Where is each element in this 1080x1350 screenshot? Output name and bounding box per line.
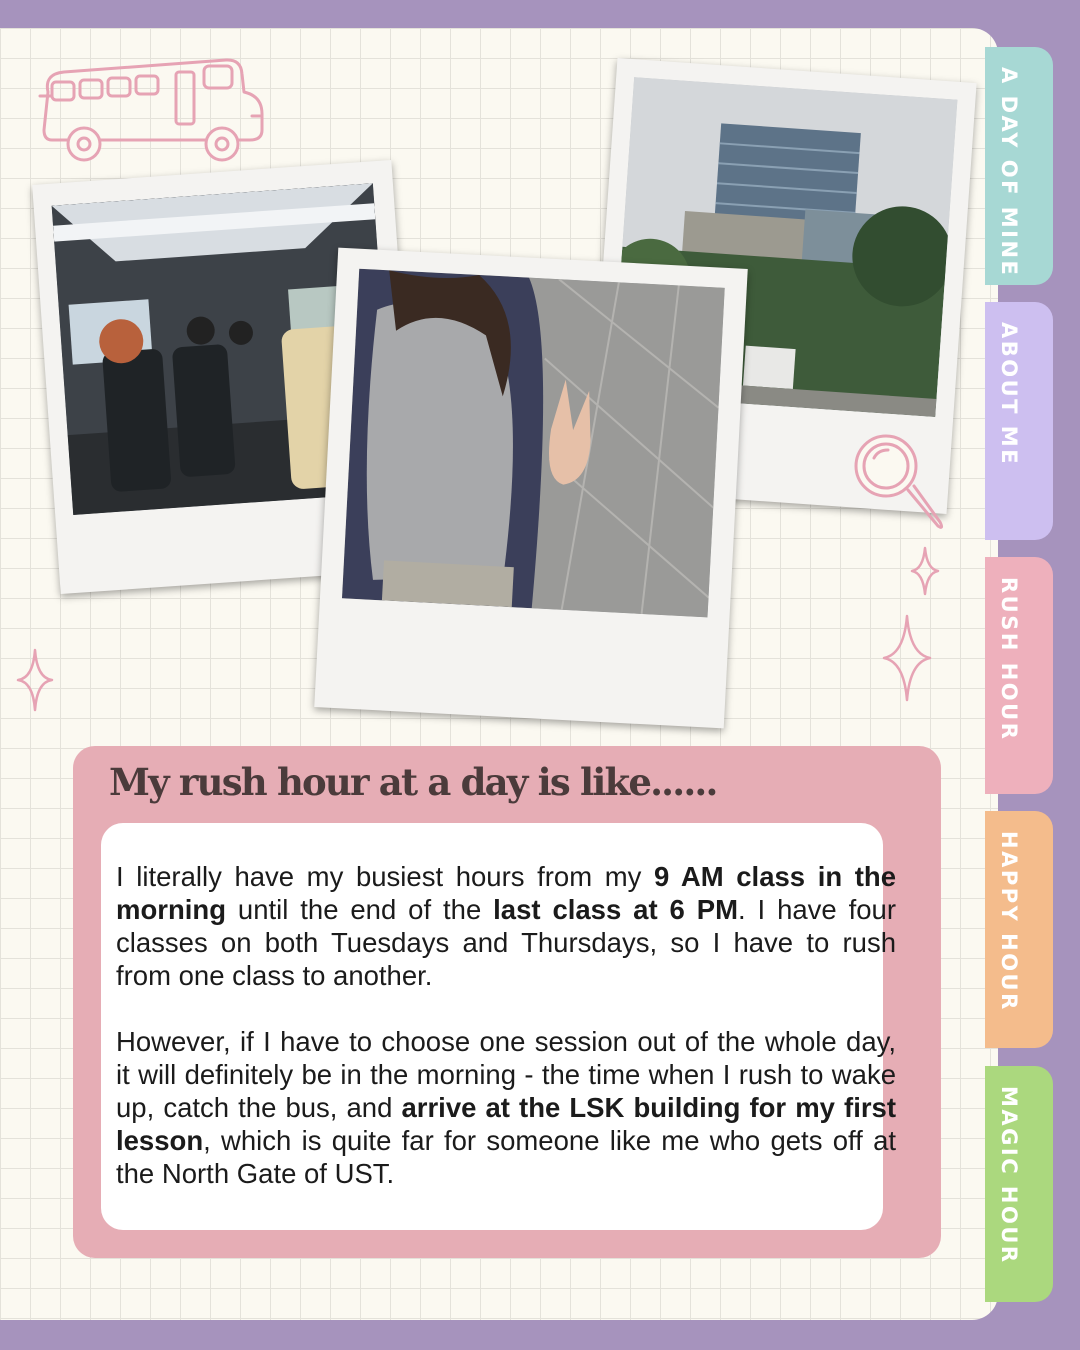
tab-label: HAPPY HOUR: [997, 831, 1021, 1012]
magnifier-icon: [850, 430, 950, 536]
tab-label: RUSH HOUR: [997, 577, 1021, 742]
polaroid-selfie: [314, 248, 748, 729]
bold-run: last class at 6 PM: [493, 894, 738, 925]
tab-happy-hour[interactable]: [985, 811, 1053, 1048]
bus-icon: [36, 52, 268, 170]
text-run: . I have four classes on both Tuesdays and Thursdays, so I have to rush from one class to another.: [116, 894, 896, 991]
text-run: until the end of the: [226, 894, 494, 925]
paragraph-2: [116, 1025, 896, 1190]
tab-rush-hour[interactable]: [985, 557, 1053, 794]
tab-a-day-of-mine[interactable]: [985, 47, 1053, 285]
card-body: [101, 823, 896, 1230]
sparkle-icon: [910, 546, 940, 596]
text-run: However, if I have to choose one session out of the whole day, it will definitely be in the morning - the time when I rush to wake up, catch the bus, and: [116, 1026, 896, 1123]
tab-about-me[interactable]: [985, 302, 1053, 540]
paragraph-1: [116, 860, 896, 992]
bold-run: 9 AM class in the morning: [116, 861, 896, 925]
text-run: , which is quite far for someone like me who gets off at the North Gate of UST.: [116, 1125, 896, 1189]
tab-label: ABOUT ME: [997, 322, 1021, 467]
card-title: My rush hour at a day is like......: [109, 760, 717, 804]
text-run: I literally have my busiest hours from my: [116, 861, 654, 892]
tab-label: MAGIC HOUR: [997, 1086, 1021, 1265]
selfie-photo: [342, 269, 725, 618]
rush-hour-card: [73, 746, 941, 1258]
tab-magic-hour[interactable]: [985, 1066, 1053, 1302]
sparkle-icon: [882, 614, 932, 702]
sparkle-icon: [16, 648, 54, 712]
bold-run: arrive at the LSK building for my first lesson: [116, 1092, 896, 1156]
tab-label: A DAY OF MINE: [997, 67, 1021, 278]
